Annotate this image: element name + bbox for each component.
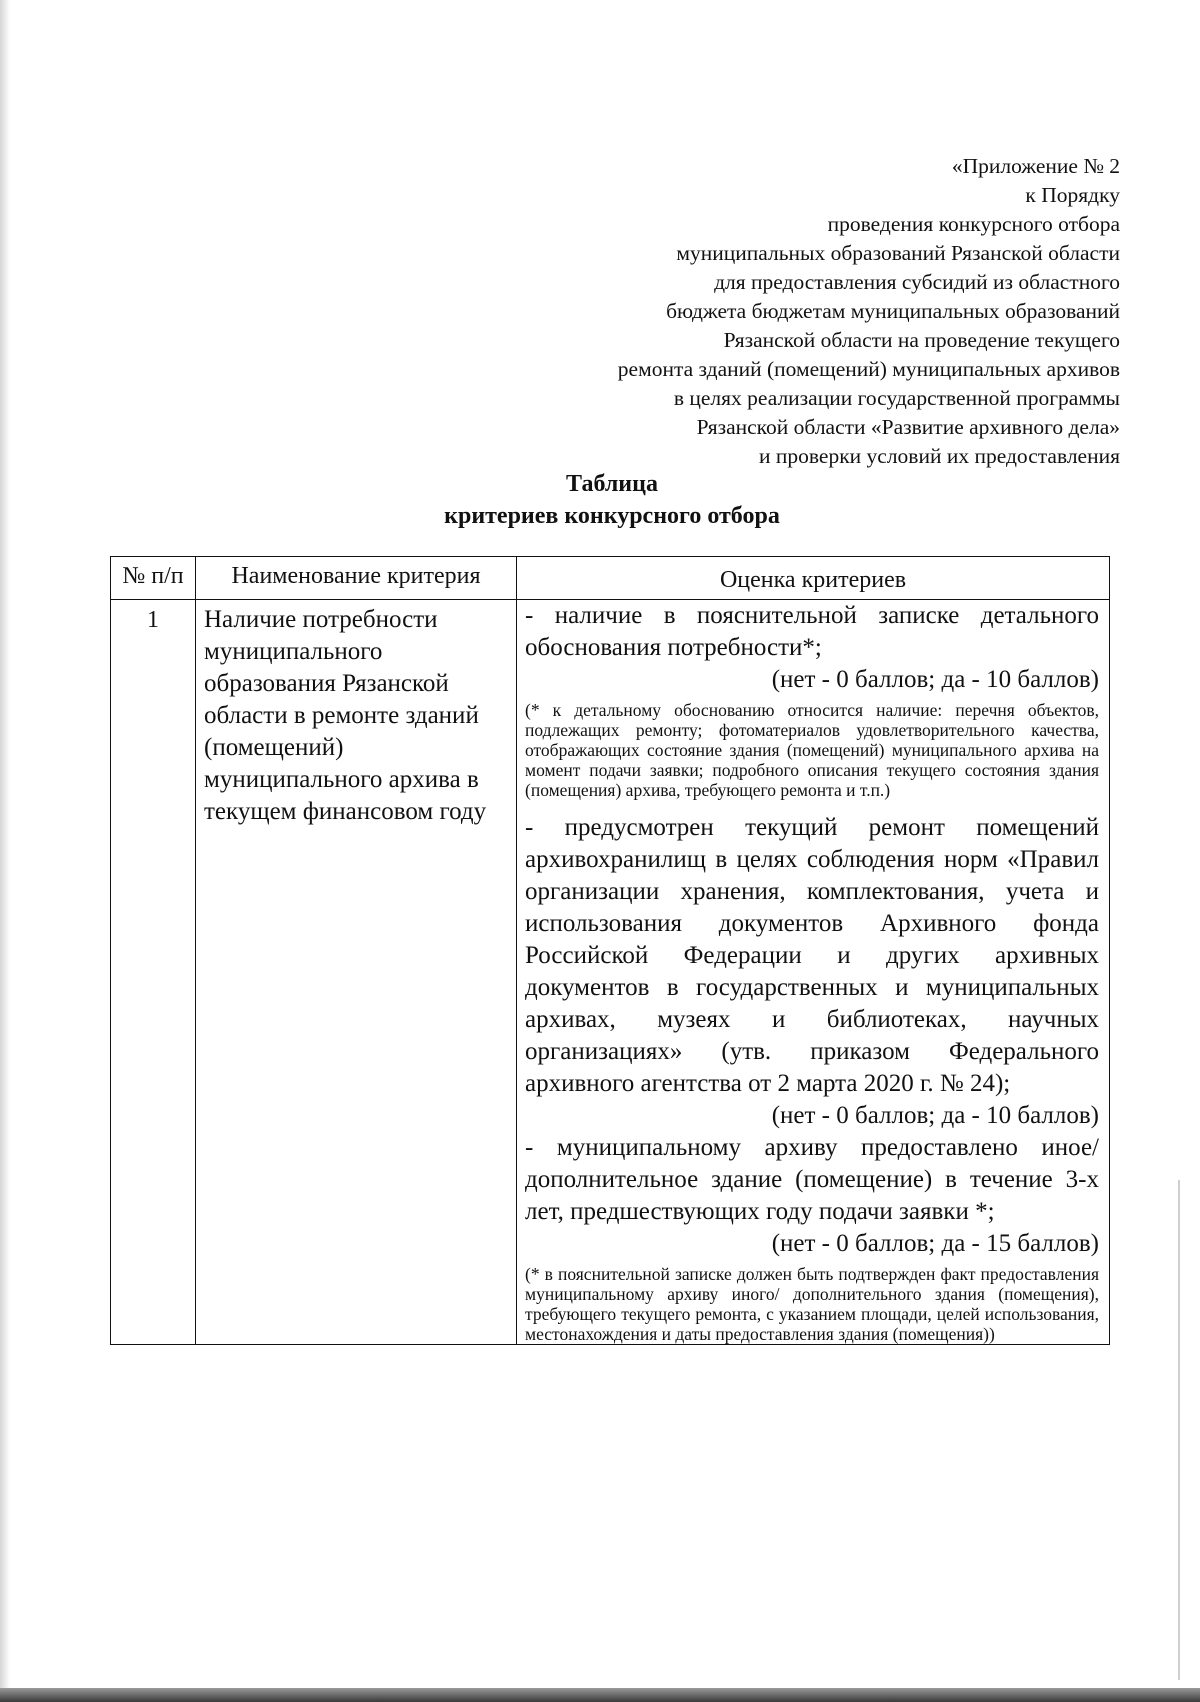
header-evaluation: Оценка критериев (517, 557, 1110, 600)
appendix-line: ремонта зданий (помещений) муниципальных архивов (617, 357, 1120, 381)
scan-bottom-edge (0, 1688, 1200, 1702)
appendix-line: Рязанской области «Развитие архивного дела» (696, 415, 1120, 439)
appendix-line: проведения конкурсного отбора (827, 212, 1120, 236)
criteria-table (110, 556, 1110, 1345)
appendix-line: муниципальных образований Рязанской области (676, 241, 1120, 265)
row-number: 1 (111, 600, 196, 1345)
appendix-line: Рязанской области на проведение текущего (723, 328, 1120, 352)
evaluation-item-3-note: (* в пояснительной записке должен быть подтвержден факт предоставления муниципальному архиву иного/ дополнительного здания (помещения), требующего текущего ремонта, с указанием площади, целей использования, местонахождения и даты предоставления здания (помещения)) (525, 1264, 1099, 1344)
appendix-line: и проверки условий их предоставления (759, 444, 1120, 468)
appendix-line: для предоставления субсидий из областного (714, 270, 1120, 294)
appendix-line: «Приложение № 2 (951, 154, 1120, 178)
scan-artifact-line (1178, 1180, 1180, 1680)
appendix-line: к Порядку (1025, 183, 1120, 207)
evaluation-item-2-text: - предусмотрен текущий ремонт помещений архивохранилищ в целях соблюдения норм «Правил организации хранения, комплектования, учета и использования документов Архивного фонда Российской Федерации и других архивных документов в государственных и муниципальных архивах, музеях и библиотеках, научных организациях» (утв. приказом Федерального архивного агентства от 2 марта 2020 г. № 24); (525, 814, 1099, 1097)
title-line-1: Таблица (566, 471, 658, 497)
appendix-line: бюджета бюджетам муниципальных образований (666, 299, 1120, 323)
row-evaluation (517, 600, 1110, 1345)
evaluation-item-1-text: - наличие в пояснительной записке детального обоснования потребности*; (525, 602, 1099, 661)
appendix-header (420, 152, 1120, 471)
appendix-line: в целях реализации государственной программы (673, 386, 1120, 410)
header-criterion-name: Наименование критерия (196, 557, 517, 600)
evaluation-item-2-score: (нет - 0 баллов; да - 10 баллов) (771, 1102, 1099, 1129)
table-header-row (111, 557, 1110, 600)
row-criterion: Наличие потребности муниципального образования Рязанской области в ремонте зданий (помещений) муниципального архива в текущем финансовом году (196, 600, 517, 1345)
evaluation-item-1-score: (нет - 0 баллов; да - 10 баллов) (771, 666, 1099, 693)
scan-edge-shadow (0, 0, 10, 1702)
evaluation-item-1-note: (* к детальному обоснованию относится наличие: перечня объектов, подлежащих ремонту; фотоматериалов удовлетворительного качества, отображающих состояние здания (помещений) муниципального архива на момент подачи заявки; подробного описания текущего состояния здания (помещения) архива, требующего ремонта и т.п.) (525, 700, 1099, 800)
table-title (0, 468, 1200, 532)
evaluation-item-3-text: - муниципальному архиву предоставлено иное/ дополнительное здание (помещение) в течение 3-х лет, предшествующих году подачи заявки *; (525, 1134, 1099, 1225)
header-number: № п/п (111, 557, 196, 600)
table-row (111, 600, 1110, 1345)
title-line-2: критериев конкурсного отбора (444, 503, 780, 529)
evaluation-item-3-score: (нет - 0 баллов; да - 15 баллов) (771, 1230, 1099, 1257)
